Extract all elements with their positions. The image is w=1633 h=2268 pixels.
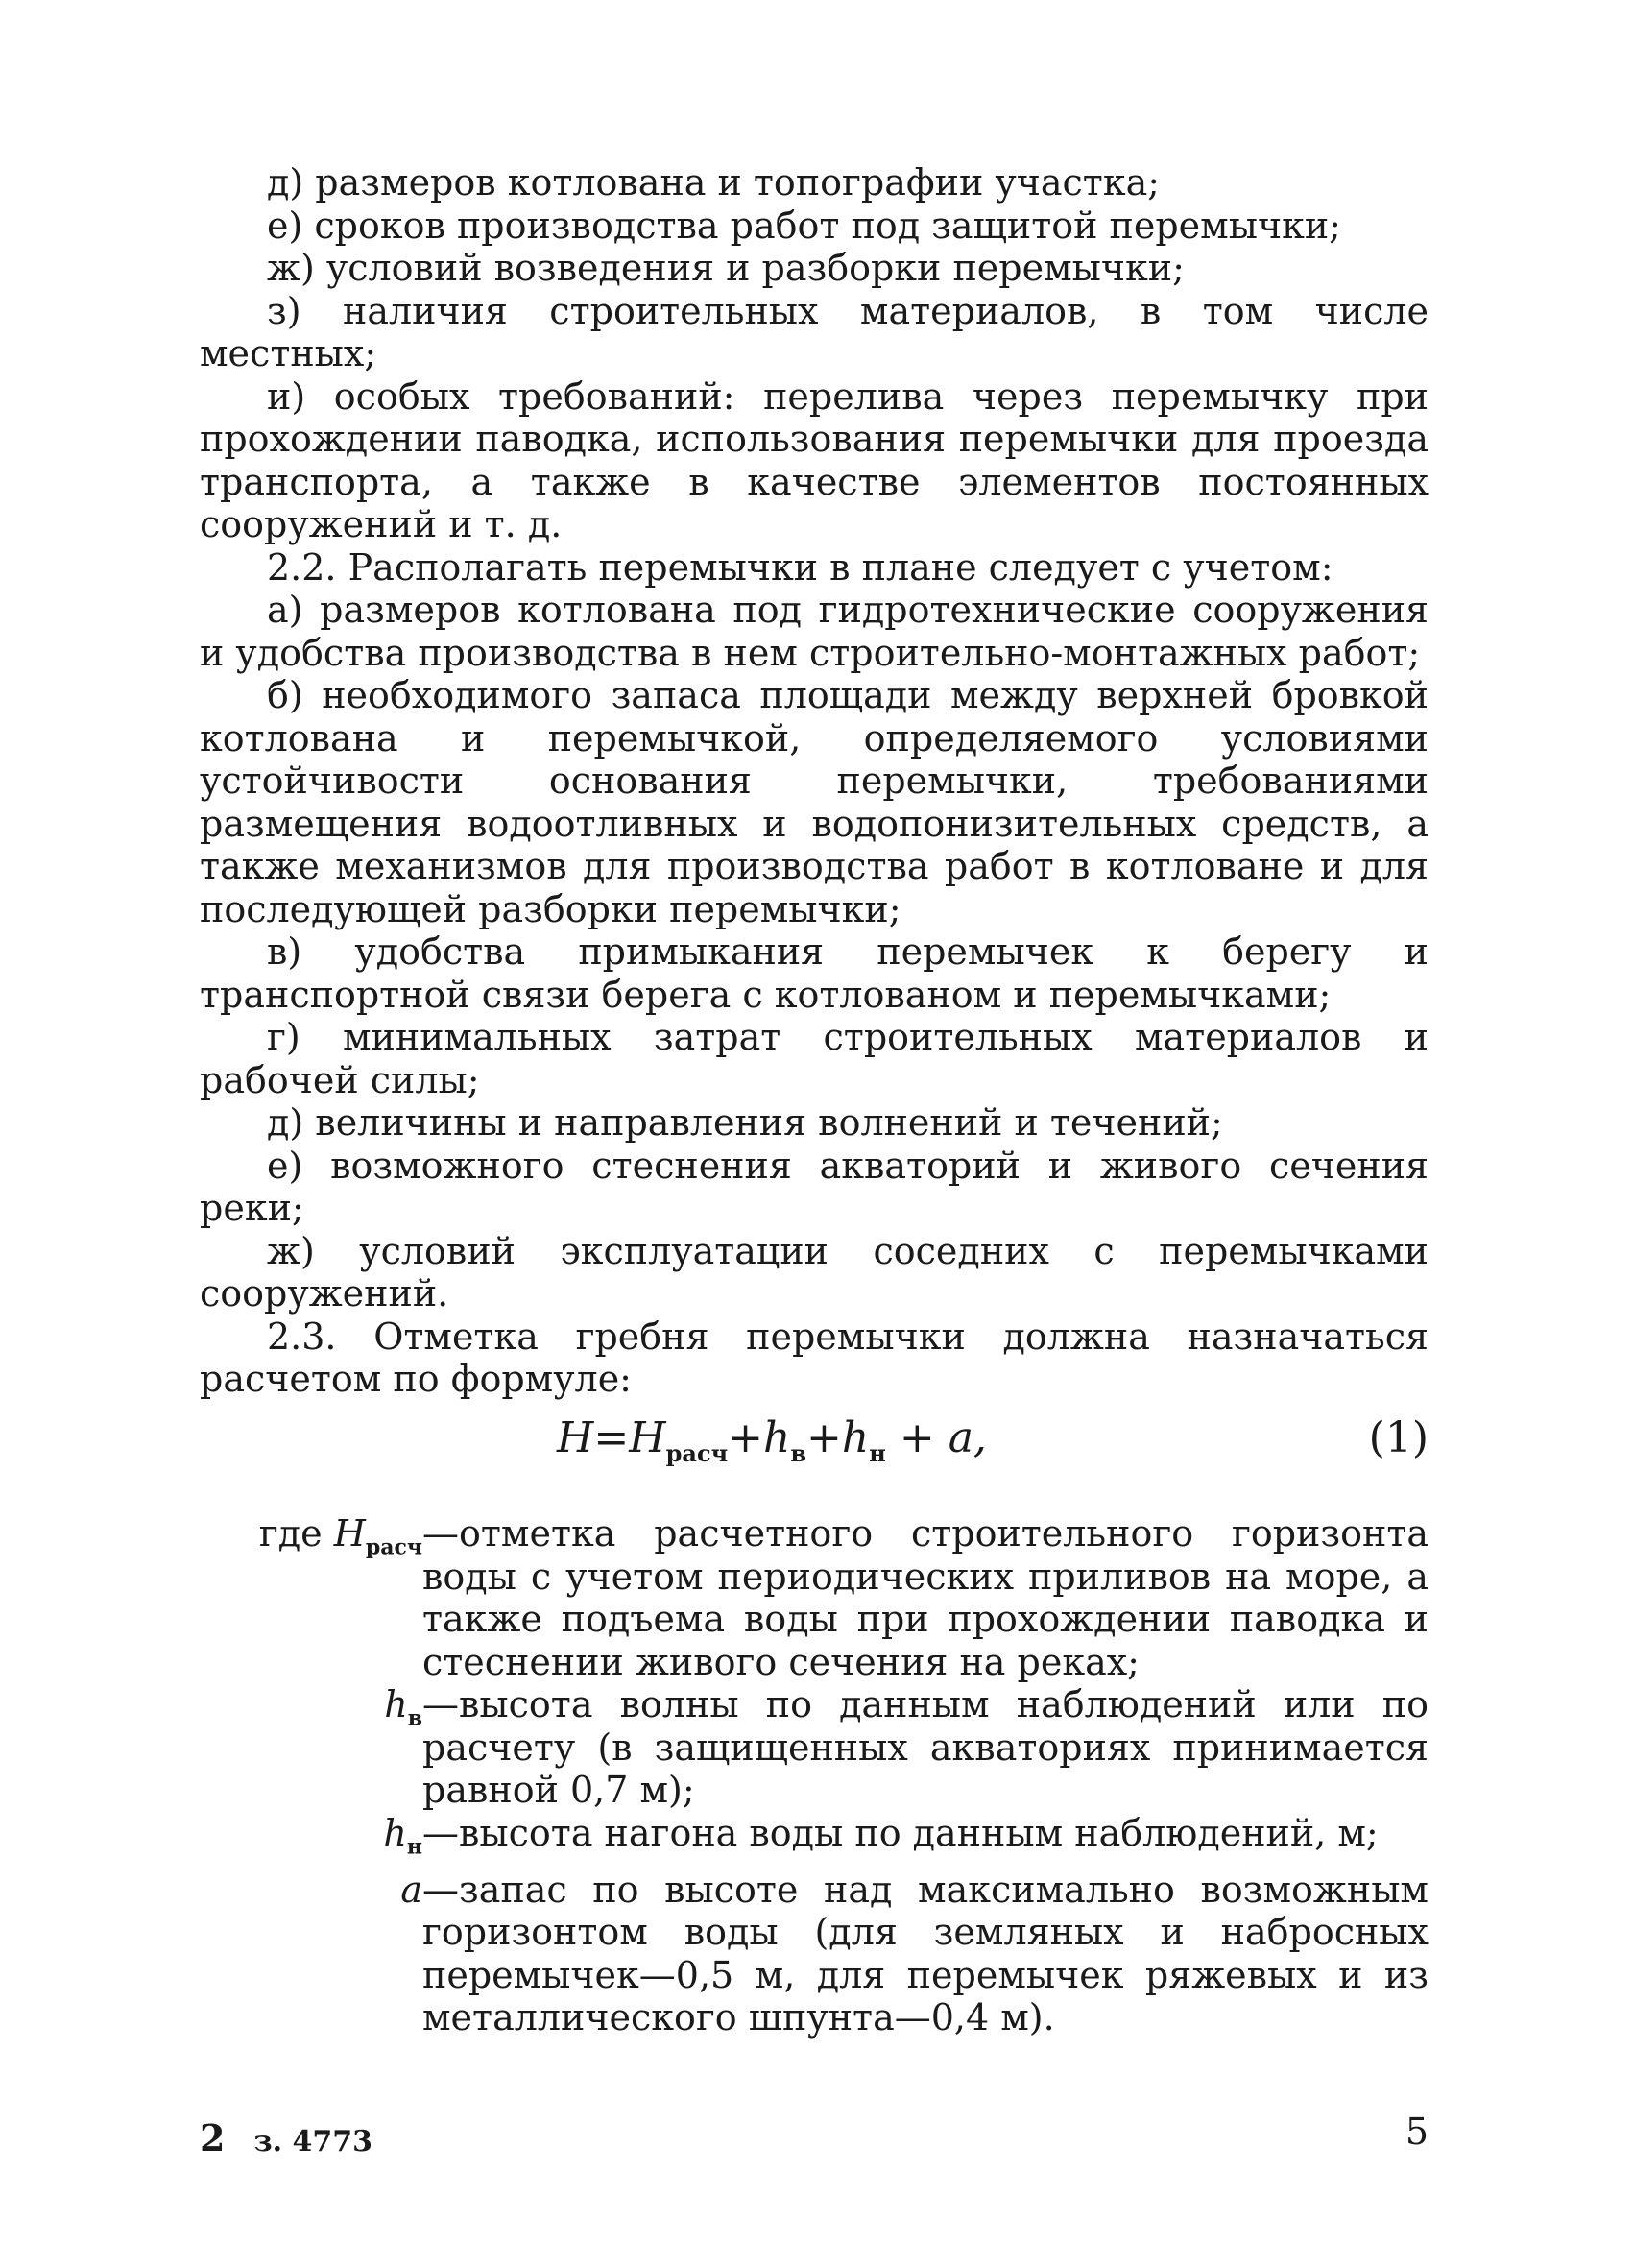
paragraph: и) особых требований: перелива через перемычку при прохождении паводка, использования перемычки для проезда транспорта, а также в качестве элементов постоянных сооружений и т. д. (200, 374, 1429, 545)
signature-mark (200, 2116, 372, 2159)
definition-prefix: где (258, 1512, 334, 1555)
definition-symbol: h (383, 1811, 407, 1854)
signature-number: 2 (200, 2116, 226, 2159)
definition-subscript: в (407, 1705, 422, 1731)
paragraph: г) минимальных затрат строительных материалов и рабочей силы; (200, 1016, 1429, 1101)
paragraph: в) удобства примыкания перемычек к берегу и транспортной связи берега с котлованом и перемычками; (200, 930, 1429, 1016)
paragraph: б) необходимого запаса площади между верхней бровкой котлована и перемычкой, определяемого условиями устойчивости основания перемычки, требованиями размещения водоотливных и водопонизительных средств, а также механизмов для производства работ в котловане и для последующей разборки перемычки; (200, 674, 1429, 930)
paragraph: ж) условий эксплуатации соседних с перемычками сооружений. (200, 1229, 1429, 1315)
formula-symbol: h (763, 1413, 791, 1462)
definition-text: —высота нагона воды по данным наблюдений, м; (422, 1811, 1379, 1854)
definition-text: —запас по высоте над максимально возможным горизонтом воды (для земляных и набросных перемычек—0,5 м, для перемычек ряжевых и из металлического шпунта—0,4 м). (422, 1868, 1429, 2039)
formula-symbol: h (841, 1413, 870, 1462)
paragraph: а) размеров котлована под гидротехнические сооружения и удобства производства в нем строительно-монтажных работ; (200, 589, 1429, 674)
formula-symbol: H (629, 1413, 666, 1462)
formula-operator: + (885, 1413, 949, 1462)
paragraph: е) возможного стеснения акваторий и живого сечения реки; (200, 1144, 1429, 1229)
definition-key (200, 1683, 422, 1740)
formula-subscript: н (869, 1438, 886, 1467)
section-heading-2-2: 2.2. Располагать перемычки в плане следует с учетом: (267, 545, 1333, 589)
definition-row (200, 1683, 1429, 1812)
formula-subscript: расч (665, 1438, 729, 1467)
definition-symbol: h (384, 1683, 408, 1725)
definition-subscript: н (406, 1834, 422, 1860)
formula-1 (557, 1413, 1429, 1471)
paragraph: е) сроков производства работ под защитой перемычки; (267, 204, 1341, 247)
definition-symbol: H (333, 1512, 366, 1555)
formula-number: (1) (1368, 1413, 1429, 1462)
paragraph: ж) условий возведения и разборки перемычки; (267, 247, 1185, 289)
definition-key (200, 1869, 422, 1912)
formula-symbol: H (557, 1413, 594, 1462)
definition-row (200, 1812, 1429, 1869)
formula-symbol: a, (948, 1413, 987, 1462)
definition-row (200, 1512, 1429, 1683)
definition-row (200, 1869, 1429, 2039)
section-heading-2-3: 2.3. Отметка гребня перемычки должна назначаться расчетом по формуле: (200, 1315, 1429, 1400)
definition-text: —высота волны по данным наблюдений или по расчету (в защищенных акваториях принимается равной 0,7 м); (422, 1683, 1429, 1811)
paragraph: з) наличия строительных материалов, в том числе местных; (200, 289, 1429, 374)
formula-operator: = (593, 1413, 630, 1462)
formula-expression (557, 1413, 987, 1467)
formula-definitions (200, 1512, 1429, 2039)
definition-symbol: a (400, 1868, 422, 1911)
definition-key (200, 1512, 422, 1569)
formula-operator: + (728, 1413, 764, 1462)
formula-subscript: в (790, 1438, 807, 1467)
paragraph: д) размеров котлована и топографии участка; (267, 161, 1161, 204)
print-order: з. 4773 (253, 2125, 372, 2159)
page-number: 5 (1405, 2111, 1429, 2153)
definition-key (200, 1812, 422, 1869)
formula-operator: + (806, 1413, 842, 1462)
body-text (200, 161, 1429, 1401)
paragraph: д) величины и направления волнений и течений; (267, 1101, 1223, 1144)
definition-subscript: расч (365, 1534, 422, 1560)
definition-text: —отметка расчетного строительного горизонта воды с учетом периодических приливов на море, а также подъема воды при прохождении паводка и стеснении живого сечения на реках; (422, 1512, 1429, 1683)
